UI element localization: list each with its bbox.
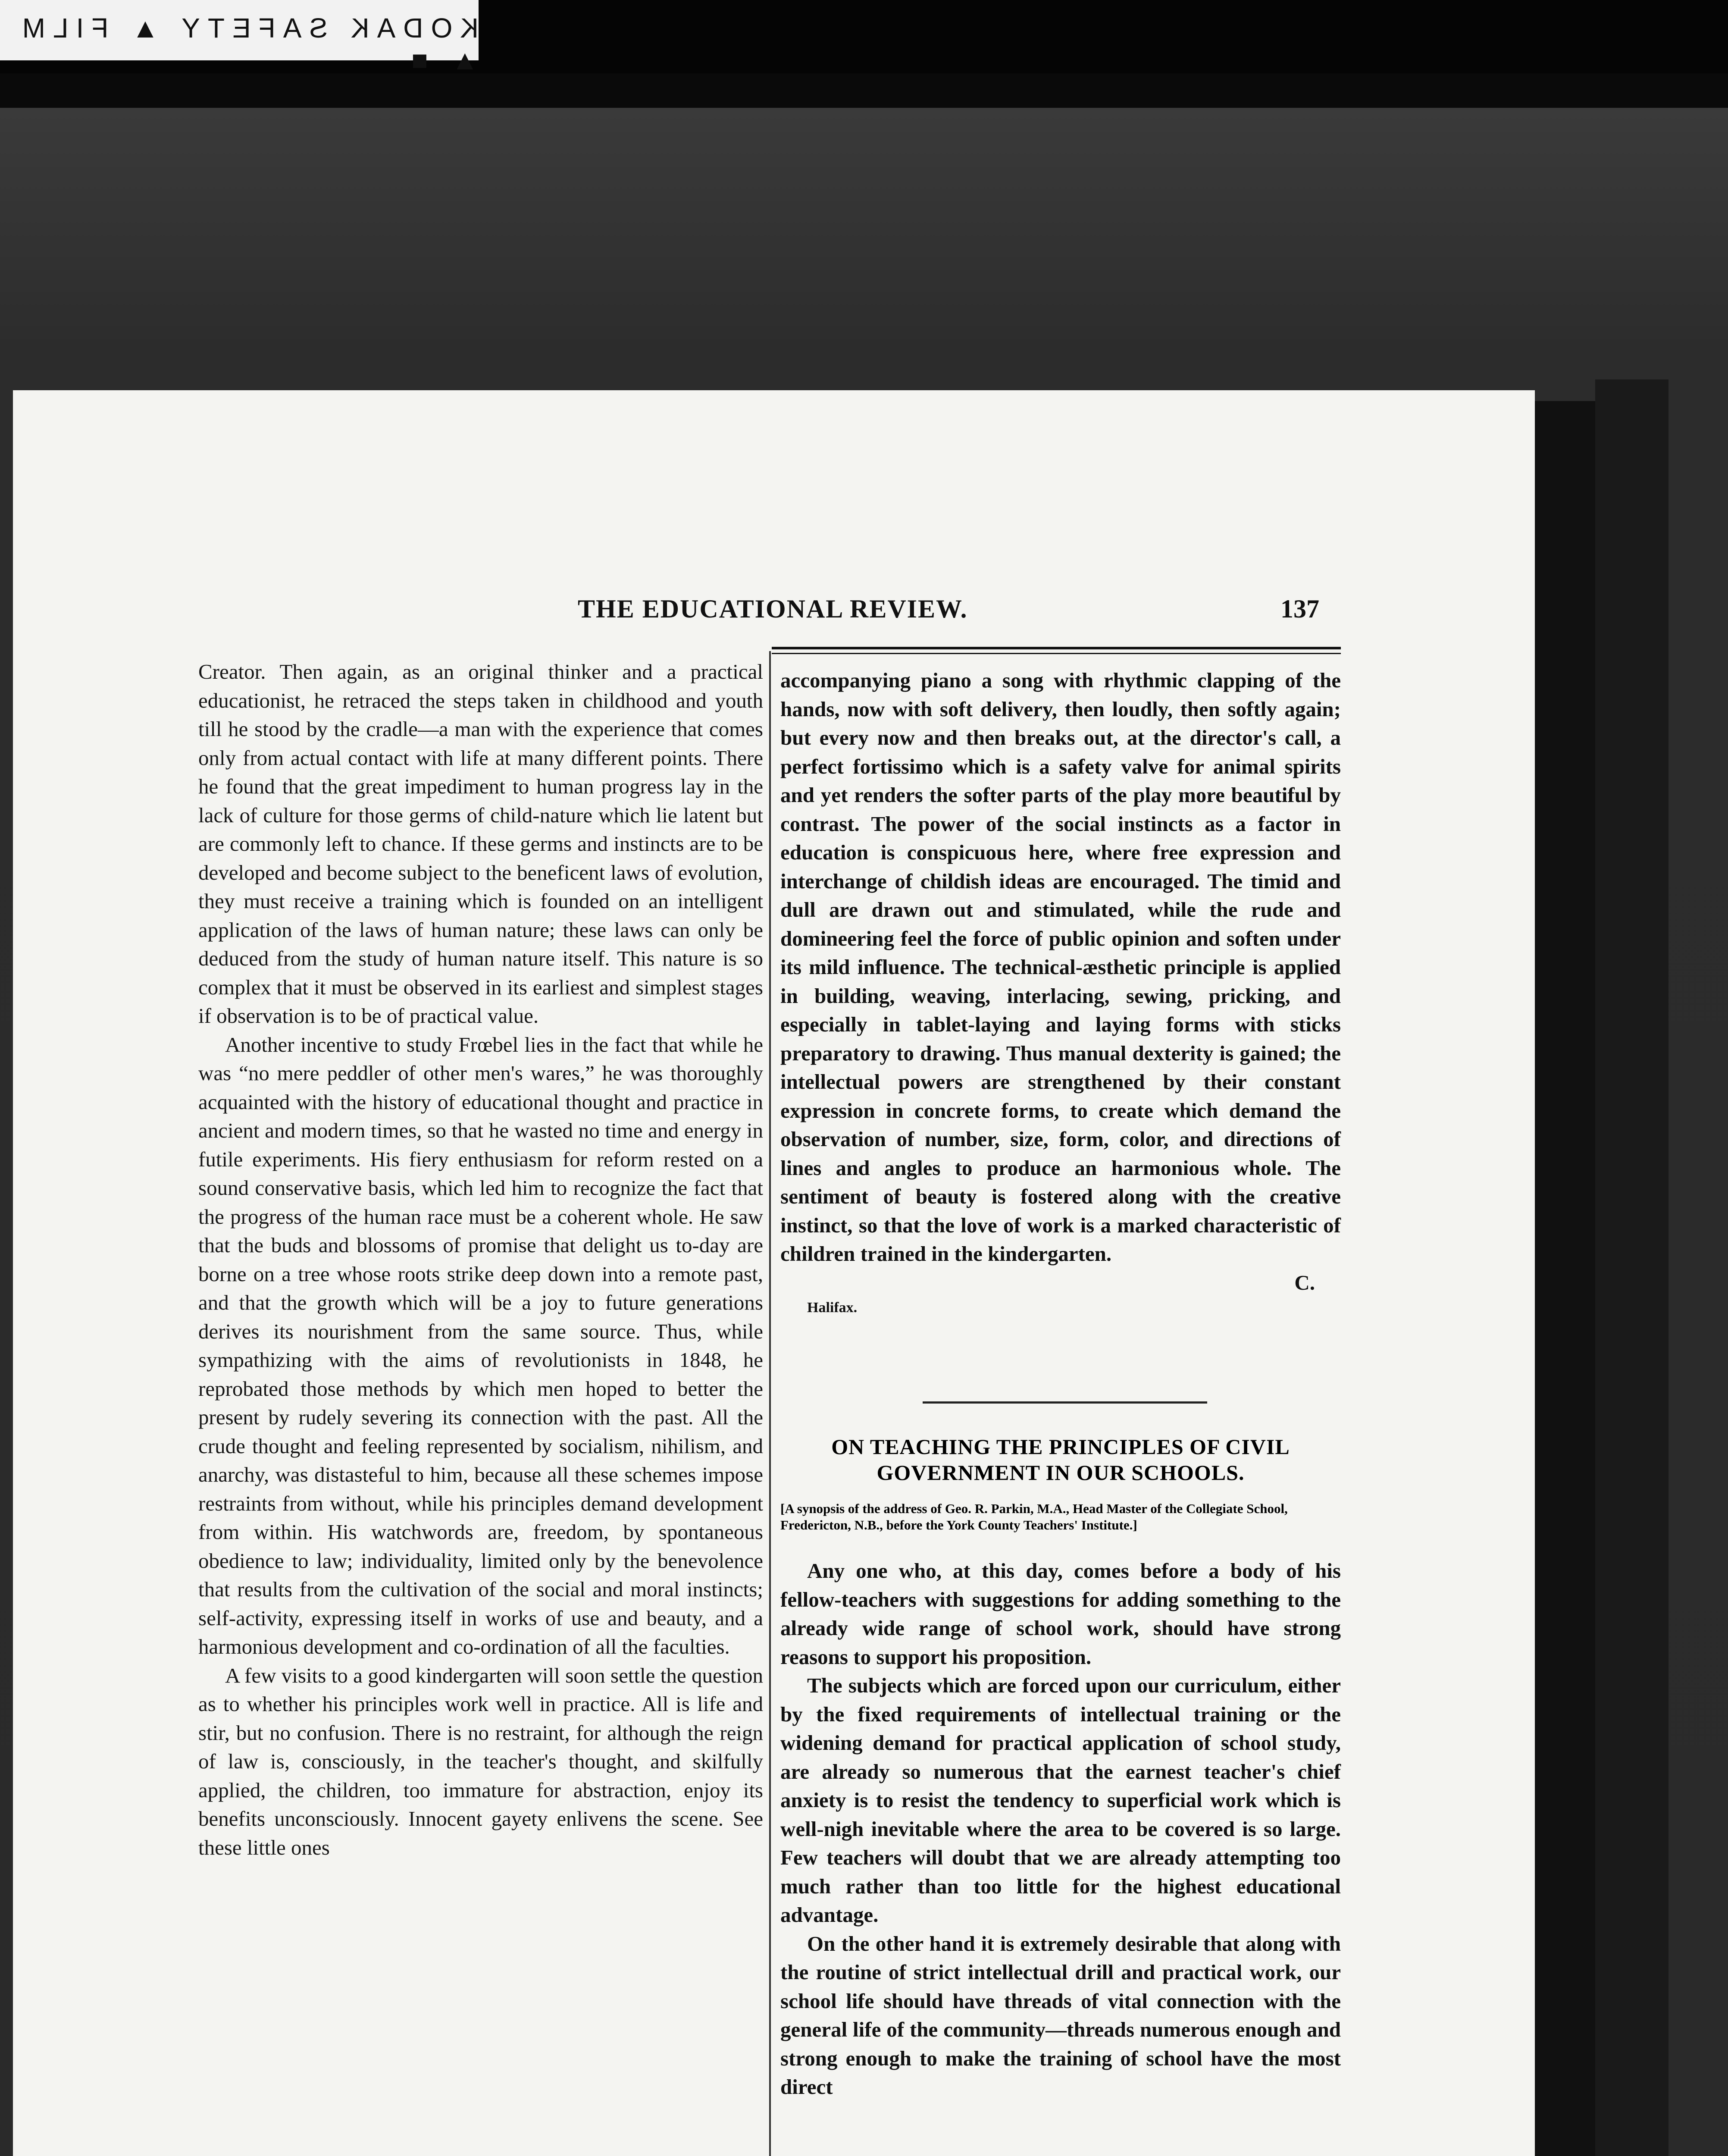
section-divider bbox=[923, 1401, 1207, 1404]
paragraph: The subjects which are forced upon our curriculum, either by the fixed requirements of intellectual training or the widening demand for practical application of school study, are already so numerous that the earnest teacher's chief anxiety is to resist the tendency to superficial work which is well-nigh inevitable where the area to be covered is so large. Few teachers will doubt that we are already attempting too much rather than too little for the highest educational advantage. bbox=[780, 1673, 1341, 1927]
signoff bbox=[780, 1269, 1341, 1297]
paragraph: A few visits to a good kindergarten will soon settle the question as to whether his principles work well in practice. All is life and stir, but no confusion. There is no restraint, for although the reign of law is, consciously, in the teacher's thought, and skilfully applied, the children, too immature for abstraction, enjoy its benefits unconsciously. Innocent gayety enlivens the scene. See these little ones bbox=[198, 1663, 763, 1859]
page-edge-shadow bbox=[1535, 401, 1595, 2156]
article-title-line: GOVERNMENT IN OUR SCHOOLS. bbox=[877, 1460, 1245, 1485]
page-number: 137 bbox=[1280, 595, 1319, 623]
article-title bbox=[780, 1434, 1341, 1485]
article-body bbox=[780, 1557, 1341, 2102]
paragraph: Another incentive to study Frœbel lies in the fact that while he was “no mere peddler of other men's wares,” he was thoroughly acquainted with the history of educational thought and practice in ancient and modern times, so that he wasted no time and energy in futile experiments. His fiery enthusiasm for reform rested on a sound conservative basis, which led him to recognize the fact that the progress of the human race must be a coherent whole. He saw that the buds and blossoms of promise that delight us to-day are borne on a tree whose roots strike deep down into a remote past, and that the growth which will be a joy to future generations derives its nourishment from the same source. Thus, while sympathizing with the aims of revolutionists in 1848, he reprobated those methods by which men hoped to better the present by rudely severing its connection with the past. All the crude thought and feeling represented by socialism, nihilism, and anarchy, was distasteful to him, because all these schemes impose restraints from without, while his principles demand development from within. His watchwords are, freedom, by spontaneous obedience to law; individuality, limited only by the benevolence that results from the cultivation of the social and moral instincts; self-activity, expressing itself in works of use and beauty, and a harmonious development and co-ordination of all the faculties. bbox=[198, 1032, 763, 1658]
running-title: THE EDUCATIONAL REVIEW. bbox=[578, 595, 968, 623]
paragraph: On the other hand it is extremely desirable that along with the routine of strict intellectual drill and practical work, our school life should have threads of vital connection with the general life of the community—threads numerous enough and strong enough to make the training of school have the most direct bbox=[780, 1931, 1341, 2099]
film-strip bbox=[0, 0, 1728, 73]
column-divider bbox=[769, 651, 771, 2156]
header-rule-bottom bbox=[772, 653, 1341, 654]
paragraph: accompanying piano a song with rhythmic clapping of the hands, now with soft delivery, then loudly, then softly again; but every now and then breaks out, at the director's call, a perfect fortissimo which is a safety valve for animal spirits and yet renders the softer parts of the play more beautiful by contrast. The power of the social instincts as a factor in education is conspicuous here, where free expression and interchange of childish ideas are encouraged. The timid and dull are drawn out and stimulated, while the rude and domineering feel the force of public opinion and soften under its mild influence. The technical-æsthetic principle is applied in building, weaving, interlacing, sewing, pricking, and especially in tablet-laying and laying forms with sticks preparatory to drawing. Thus manual dexterity is gained; the intellectual powers are strengthened by their constant expression in concrete forms, to create which demand the observation of number, size, form, color, and directions of lines and angles to produce an harmonious whole. The sentiment of beauty is fostered along with the creative instinct, so that the love of work is a marked characteristic of children trained in the kindergarten. bbox=[780, 668, 1341, 1266]
book-gutter bbox=[1595, 379, 1669, 2156]
paragraph: Any one who, at this day, comes before a body of his fellow-teachers with suggestions for adding something to the already wide range of school work, should have strong reasons to support his proposition. bbox=[780, 1559, 1341, 1669]
page-header bbox=[198, 594, 1345, 629]
header-rule-top bbox=[772, 647, 1341, 649]
article-title-line: ON TEACHING THE PRINCIPLES OF CIVIL bbox=[831, 1435, 1290, 1459]
right-column bbox=[780, 666, 1341, 1319]
film-edge bbox=[0, 0, 479, 75]
left-column bbox=[198, 658, 763, 1862]
place-name: Halifax. bbox=[807, 1300, 858, 1316]
film-edge-text: KODAK SAFETY ▲ FILM ▲ ■ bbox=[14, 13, 479, 75]
signature: C. bbox=[1294, 1270, 1315, 1294]
paragraph: Creator. Then again, as an original thinker and a practical educationist, he retraced the steps taken in childhood and youth till he stood by the cradle—a man with the experience that comes only from actual contact with life at many different points. There he found that the great impediment to human progress lay in the lack of culture for those germs of child-nature which lie latent but are commonly left to chance. If these germs and instincts are to be developed and become subject to the beneficent laws of evolution, they must receive a training which is founded on an intelligent application of the laws of human nature; these laws can only be deduced from the study of human nature itself. This nature is so complex that it must be observed in its earliest and simplest stages if observation is to be of practical value. bbox=[198, 660, 763, 1028]
article-synopsis: [A synopsis of the address of Geo. R. Parkin, M.A., Head Master of the Collegiate School, Fredericton, N.B., before the York County Teachers' Institute.] bbox=[780, 1501, 1288, 1532]
